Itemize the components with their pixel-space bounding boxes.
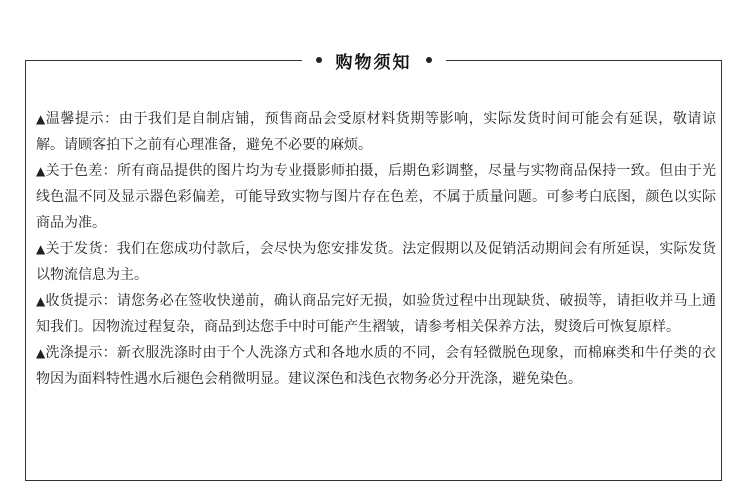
notice-item-label: 关于色差： bbox=[45, 163, 117, 179]
notice-item-text: 由于我们是自制店铺，预售商品会受原材料货期等影响，实际发货时间可能会有延误，敬请谅解。请顾客拍下之前有心理准备，避免不必要的麻烦。 bbox=[36, 111, 717, 153]
notice-item-text: 所有商品提供的图片均为专业摄影师拍摄，后期色彩调整，尽量与实物商品保持一致。但由于光线色温不同及显示器色彩偏差，可能导致实物与图片存在色差，不属于质量问题。可参考白底图，颜色以实际商品为准。 bbox=[36, 163, 717, 231]
notice-item-text: 我们在您成功付款后，会尽快为您安排发货。法定假期以及促销活动期间会有所延误，实际发货以物流信息为主。 bbox=[36, 241, 717, 283]
title-dot-right bbox=[426, 57, 432, 63]
title-box bbox=[302, 48, 446, 73]
notice-content bbox=[36, 106, 716, 392]
bullet-triangle-icon: ▲ bbox=[36, 242, 46, 256]
notice-item bbox=[36, 288, 716, 340]
notice-item-label: 关于发货： bbox=[45, 241, 117, 257]
bullet-triangle-icon: ▲ bbox=[36, 112, 46, 126]
page-title: 购物须知 bbox=[335, 52, 412, 73]
notice-item-text: 新衣服洗涤时由于个人洗涤方式和各地水质的不同，会有轻微脱色现象，而棉麻类和牛仔类的衣物因为面料特性遇水后褪色会稍微明显。建议深色和浅色衣物务必分开洗涤，避免染色。 bbox=[36, 345, 717, 387]
notice-item-label: 洗涤提示： bbox=[45, 345, 117, 361]
notice-item bbox=[36, 106, 716, 158]
notice-item bbox=[36, 340, 716, 392]
notice-item-label: 温馨提示： bbox=[45, 111, 119, 127]
notice-item bbox=[36, 236, 716, 288]
title-bar bbox=[25, 45, 722, 75]
bullet-triangle-icon: ▲ bbox=[36, 294, 46, 308]
notice-item-label: 收货提示： bbox=[45, 293, 117, 309]
bullet-triangle-icon: ▲ bbox=[36, 346, 46, 360]
notice-item-text: 请您务必在签收快递前，确认商品完好无损，如验货过程中出现缺货、破损等，请拒收并马上通知我们。因物流过程复杂，商品到达您手中时可能产生褶皱，请参考相关保养方法，熨烫后可恢复原样。 bbox=[36, 293, 717, 335]
bullet-triangle-icon: ▲ bbox=[36, 164, 46, 178]
title-dot-left bbox=[316, 57, 322, 63]
notice-item bbox=[36, 158, 716, 236]
